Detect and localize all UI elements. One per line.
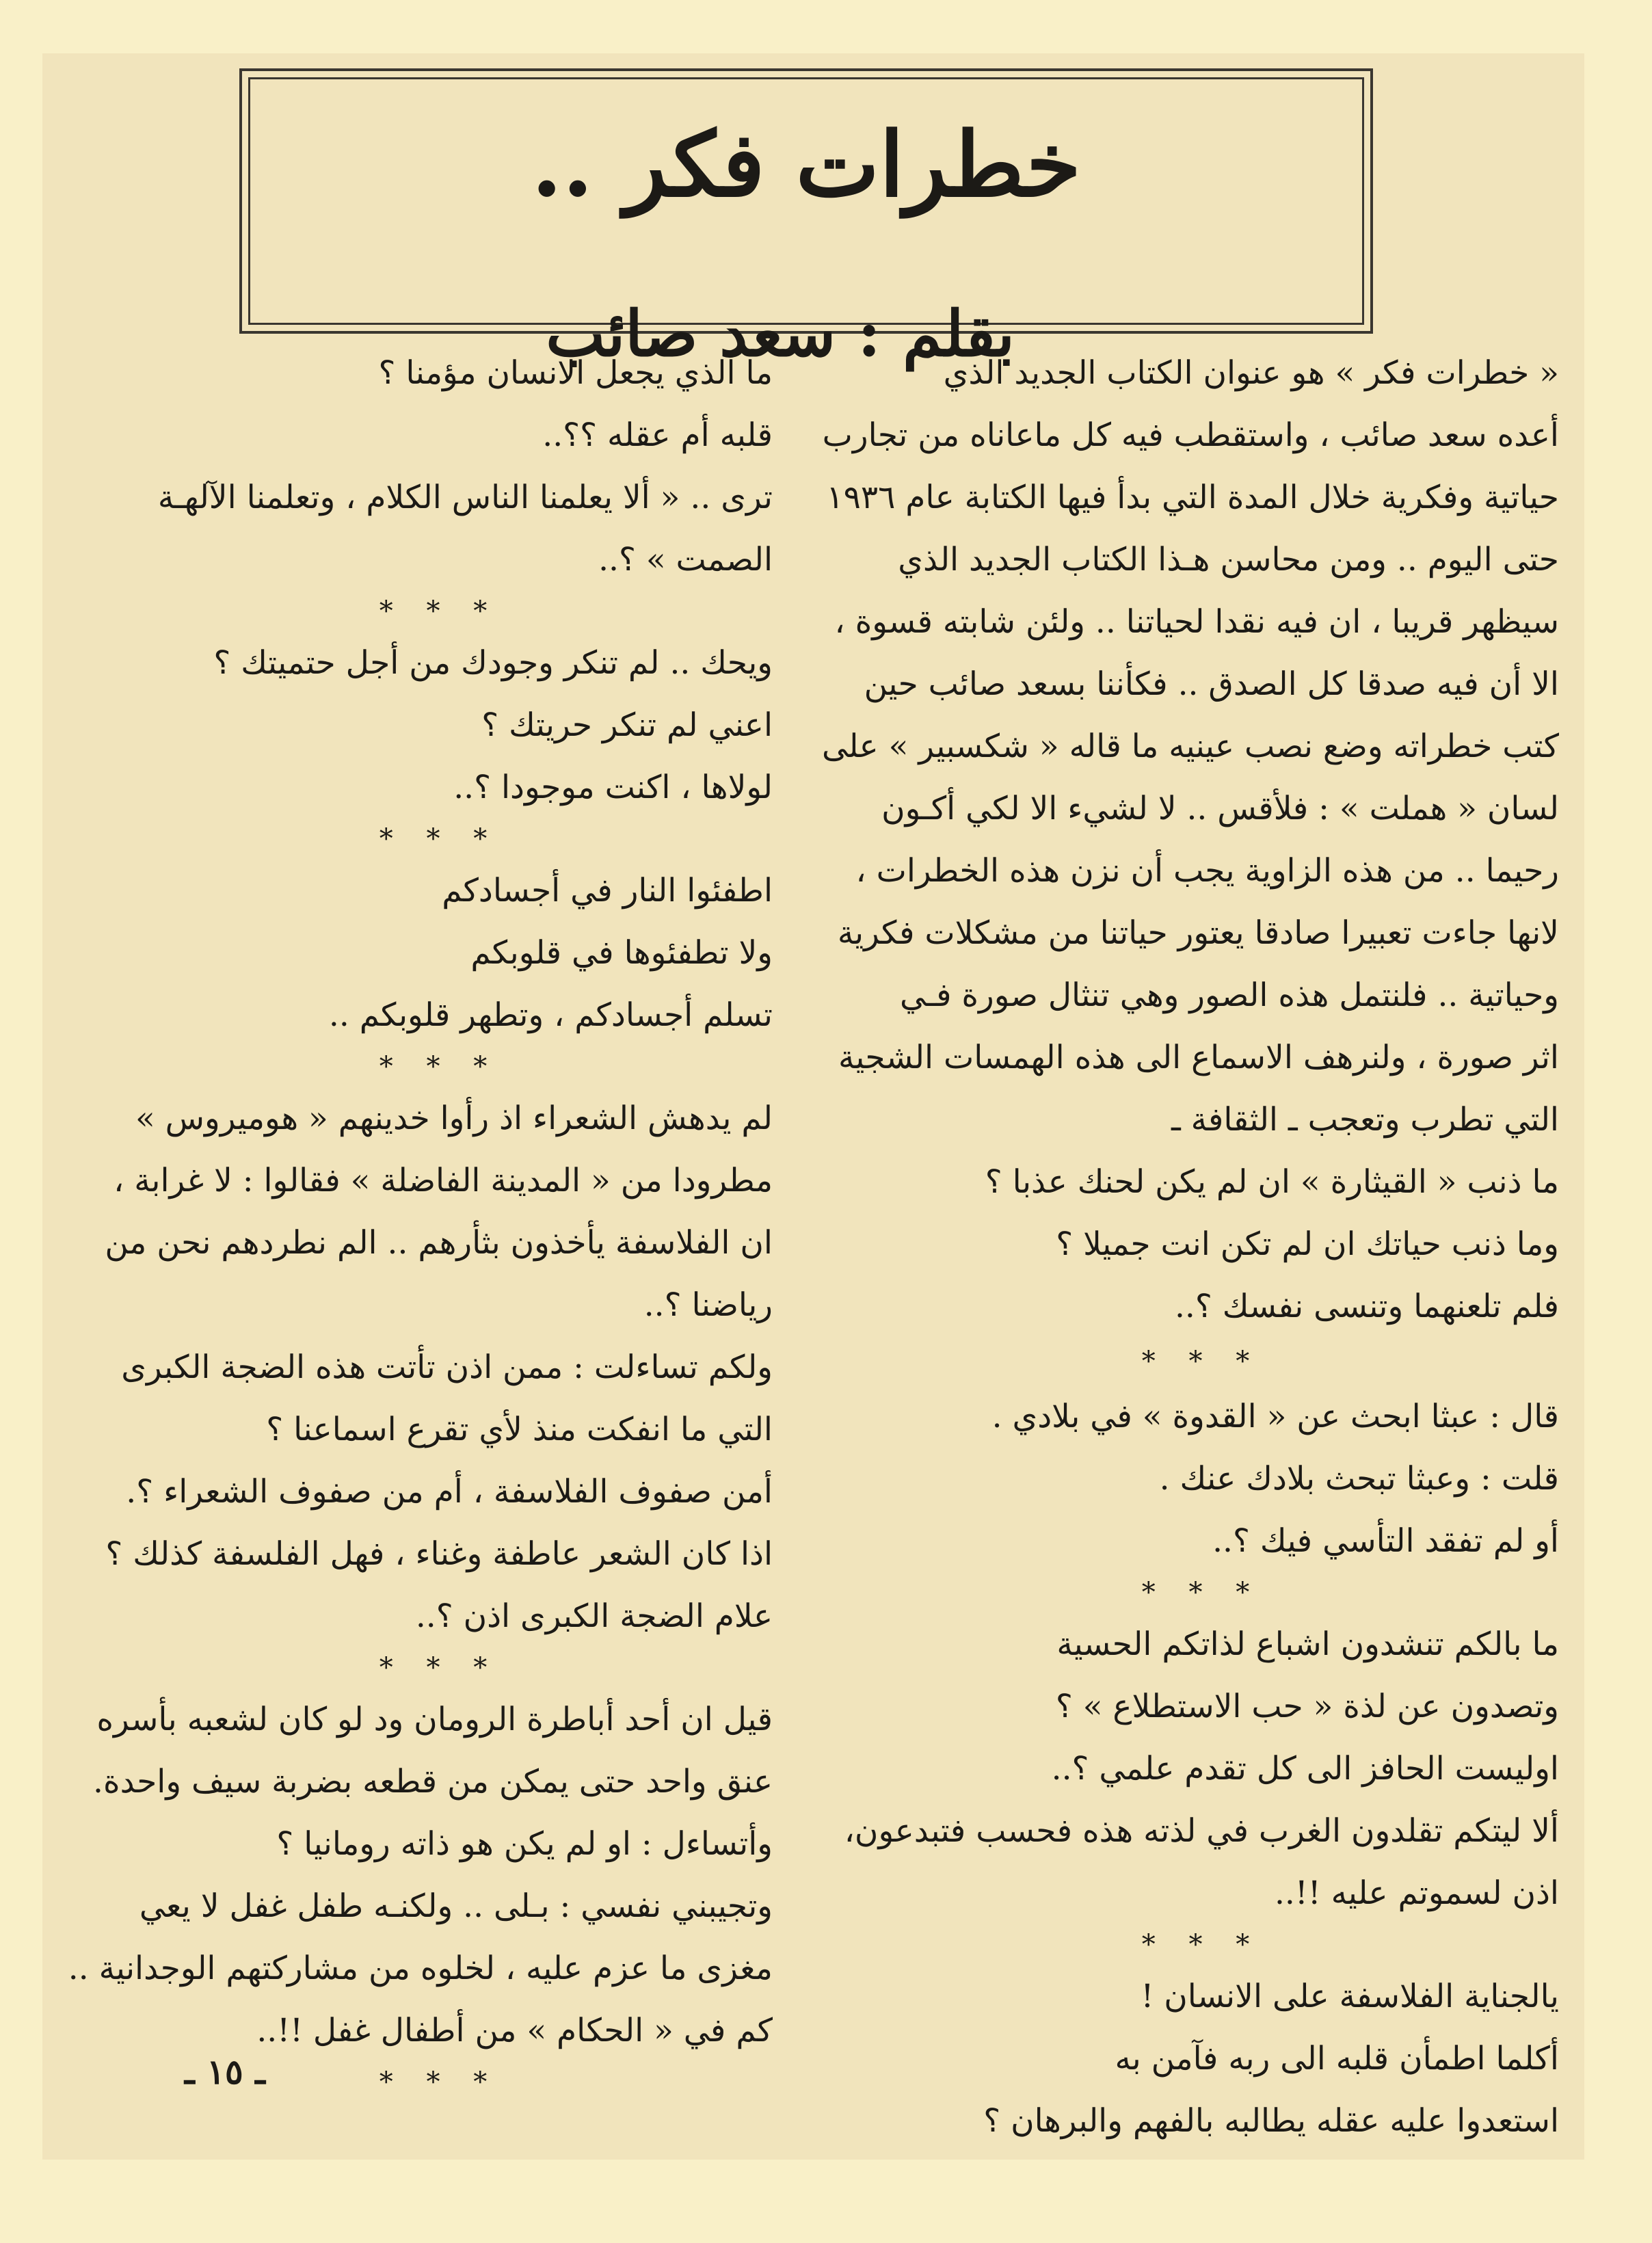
verse-line: ما بالكم تنشدون اشباع لذاتكم الحسية (1056, 1625, 1559, 1663)
title-box (239, 68, 1373, 371)
text-line: التي تطرب وتعجب ـ الثقافة ـ (1171, 1101, 1559, 1139)
section-separator: * * * (379, 2067, 500, 2098)
verse-line: اطفئوا النار في أجسادكم (442, 872, 773, 910)
text-line: كتب خطراته وضع نصب عينيه ما قاله « شكسبير » على (821, 728, 1559, 765)
verse-line: كم في « الحكام » من أطفال غفل !!.. (256, 2012, 773, 2049)
verse-line: علام الضجة الكبرى اذن ؟.. (415, 1597, 773, 1635)
verse-line: وما ذنب حياتك ان لم تكن انت جميلا ؟ (1056, 1225, 1559, 1263)
verse-line: ما الذي يجعل الانسان مؤمنا ؟ (378, 354, 773, 392)
page-number: ـ ١٥ ـ (185, 2052, 265, 2092)
text-line: سيظهر قريبا ، ان فيه نقدا لحياتنا .. ولئن شابته قسوة ، (834, 603, 1559, 641)
verse-line: عنق واحد حتى يمكن من قطعه بضربة سيف واحدة. (93, 1763, 773, 1801)
text-line: « خطرات فكر » هو عنوان الكتاب الجديد الذي (943, 354, 1559, 392)
text-line: الا أن فيه صدقا كل الصدق .. فكأننا بسعد صائب حين (864, 665, 1559, 703)
verse-line: وأتساءل : او لم يكن هو ذاته رومانيا ؟ (276, 1825, 773, 1863)
section-separator: * * * (379, 596, 500, 627)
text-line: حتى اليوم .. ومن محاسن هـذا الكتاب الجديد الذي (898, 541, 1559, 579)
verse-line: ان الفلاسفة يأخذون بثأرهم .. الم نطردهم نحن من (105, 1224, 773, 1262)
verse-line: ولكم تساءلت : ممن اذن تأتت هذه الضجة الكبرى (121, 1349, 773, 1386)
verse-line: التي ما انفكت منذ لأي تقرع اسماعنا ؟ (266, 1411, 773, 1448)
verse-line: وتصدون عن لذة « حب الاستطلاع » ؟ (1055, 1688, 1559, 1725)
verse-line: أمن صفوف الفلاسفة ، أم من صفوف الشعراء ؟. (126, 1473, 773, 1511)
text-line: حياتية وفكرية خلال المدة التي بدأ فيها الكتابة عام ١٩٣٦ (826, 479, 1559, 516)
verse-line: قلبه أم عقله ؟؟.. (542, 416, 773, 454)
verse-line: ما ذنب « القيثارة » ان لم يكن لحنك عذبا ؟ (985, 1163, 1559, 1201)
verse-line: يالجناية الفلاسفة على الانسان ! (1141, 1978, 1559, 2015)
section-separator: * * * (1141, 1929, 1262, 1961)
verse-line: ولا تطفئوها في قلوبكم (470, 934, 773, 972)
text-line: أعده سعد صائب ، واستقطب فيه كل ماعاناه من تجارب (822, 416, 1559, 454)
verse-line: اوليست الحافز الى كل تقدم علمي ؟.. (1051, 1750, 1559, 1788)
verse-line: وتجيبني نفسي : بـلى .. ولكنـه طفل غفل لا يعي (139, 1887, 773, 1925)
verse-line: رياضنا ؟.. (643, 1286, 773, 1324)
section-separator: * * * (379, 1652, 500, 1684)
section-separator: * * * (379, 1051, 500, 1083)
verse-line: أو لم تفقد التأسي فيك ؟.. (1212, 1522, 1559, 1560)
verse-line: لولاها ، اكنت موجودا ؟.. (453, 769, 773, 806)
verse-line: اذن لسموتم عليه !!.. (1274, 1874, 1559, 1912)
verse-line: فلم تلعنهما وتنسى نفسك ؟.. (1174, 1288, 1559, 1325)
verse-line: ترى .. « ألا يعلمنا الناس الكلام ، وتعلمنا الآلهـة (157, 479, 773, 516)
text-line: لانها جاءت تعبيرا صادقا يعتور حياتنا من مشكلات فكرية (837, 914, 1559, 952)
verse-line: مطرودا من « المدينة الفاضلة » فقالوا : لا غرابة ، (114, 1162, 773, 1199)
left-column (68, 342, 773, 2103)
article-title: خطرات فكر .. (531, 112, 1081, 217)
text-line: اثر صورة ، ولنرهف الاسماع الى هذه الهمسات الشجية (838, 1039, 1559, 1076)
text-line: رحيما .. من هذه الزاوية يجب أن نزن هذه الخطرات ، (855, 852, 1559, 890)
section-separator: * * * (1141, 1577, 1262, 1608)
verse-line: قلت : وعبثا تبحث بلادك عنك . (1159, 1460, 1559, 1498)
section-separator: * * * (1141, 1346, 1262, 1377)
verse-line: ويحك .. لم تنكر وجودك من أجل حتميتك ؟ (213, 644, 773, 682)
verse-line: اعني لم تنكر حريتك ؟ (481, 706, 773, 744)
verse-line: ألا ليتكم تقلدون الغرب في لذته هذه فحسب فتبدعون، (844, 1812, 1559, 1850)
verse-line: اذا كان الشعر عاطفة وغناء ، فهل الفلسفة كذلك ؟ (105, 1535, 773, 1573)
section-separator: * * * (379, 823, 500, 855)
verse-line: تسلم أجسادكم ، وتطهر قلوبكم .. (328, 996, 773, 1034)
verse-line: الصمت » ؟.. (598, 541, 773, 579)
verse-line: لم يدهش الشعراء اذ رأوا خدينهم « هوميروس » (135, 1100, 773, 1137)
author-byline: بقلم : سعد صائب (546, 297, 1015, 371)
text-line: لسان « هملت » : فلأقس .. لا لشيء الا لكي أكـون (881, 790, 1559, 827)
verse-line: مغزى ما عزم عليه ، لخلوه من مشاركتهم الوجدانية .. (68, 1950, 773, 1987)
verse-line: أكلما اطمأن قلبه الى ربه فآمن به (1115, 2040, 1559, 2078)
verse-line: قال : عبثا ابحث عن « القدوة » في بلادي . (991, 1398, 1559, 1435)
right-column (821, 342, 1559, 2152)
verse-line: قيل ان أحد أباطرة الرومان ود لو كان لشعبه بأسره (96, 1701, 773, 1738)
text-line: وحياتية .. فلنتمل هذه الصور وهي تنثال صورة فـي (900, 977, 1559, 1014)
verse-line: استعدوا عليه عقله يطالبه بالفهم والبرهان ؟ (983, 2102, 1559, 2140)
